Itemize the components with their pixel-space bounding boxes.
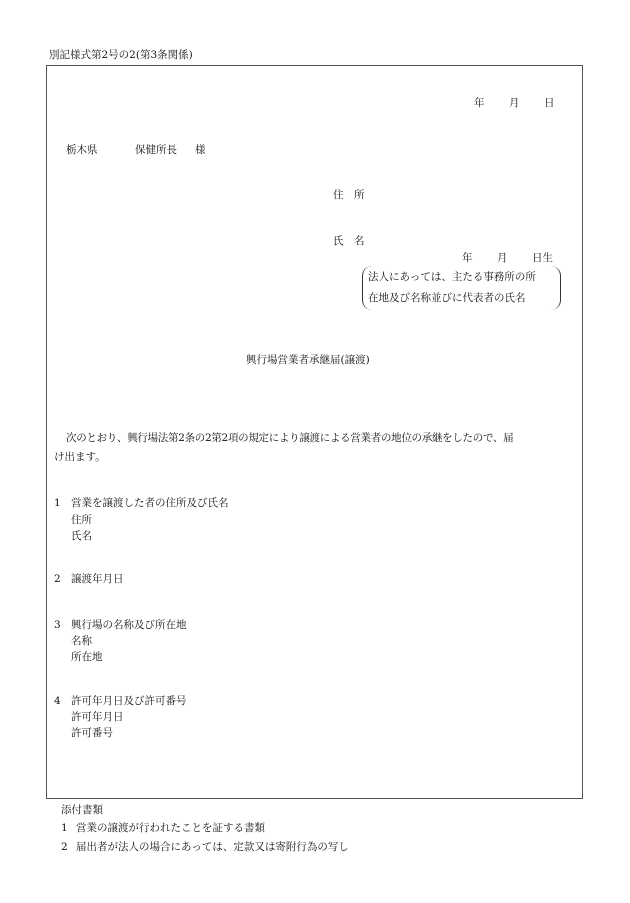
attachments-title: 添付書類 xyxy=(61,804,103,816)
item-3-number: 3 xyxy=(54,619,61,631)
item-3-sub-facility-name: 名称 xyxy=(71,635,92,647)
item-1-heading: 営業を譲渡した者の住所及び氏名 xyxy=(71,497,229,509)
name-label: 氏 名 xyxy=(333,235,365,247)
item-2-number: 2 xyxy=(54,573,61,585)
body-line1: 次のとおり、興行場法第2条の2第2項の規定により譲渡による営業者の地位の承継をしたので、届 xyxy=(66,432,514,444)
item-4-heading: 許可年月日及び許可番号 xyxy=(71,695,187,707)
date-year: 年 xyxy=(474,97,485,109)
item-3-heading: 興行場の名称及び所在地 xyxy=(71,619,187,631)
corporate-note-line2: 在地及び名称並びに代表者の氏名 xyxy=(368,292,526,304)
date-month: 月 xyxy=(509,97,520,109)
address-label: 住 所 xyxy=(333,189,365,201)
item-1-sub-name: 氏名 xyxy=(71,530,92,542)
item-2-heading: 譲渡年月日 xyxy=(71,573,124,585)
document-title: 興行場営業者承継届(譲渡) xyxy=(246,354,370,366)
item-1-sub-address: 住所 xyxy=(71,514,92,526)
attachment-1-text: 営業の譲渡が行われたことを証する書類 xyxy=(76,822,265,834)
body-line2: け出ます。 xyxy=(54,451,106,463)
birth-day: 日生 xyxy=(532,252,553,264)
attachment-2-text: 届出者が法人の場合にあっては、定款又は寄附行為の写し xyxy=(76,841,349,853)
birth-month: 月 xyxy=(497,252,508,264)
addressee-office: 保健所長 xyxy=(135,144,177,156)
date-day: 日 xyxy=(544,97,555,109)
corporate-note-line1: 法人にあっては、主たる事務所の所 xyxy=(368,271,536,283)
addressee-honorific: 様 xyxy=(195,144,206,156)
form-label: 別記様式第2号の2(第3条関係) xyxy=(49,49,193,61)
birth-year: 年 xyxy=(462,252,473,264)
addressee-prefecture: 栃木県 xyxy=(66,144,98,156)
item-4-number: 4 xyxy=(54,695,61,707)
item-4-sub-permit-date: 許可年月日 xyxy=(71,711,124,723)
attachment-1-number: 1 xyxy=(61,822,68,834)
item-1-number: 1 xyxy=(54,497,61,509)
attachment-2-number: 2 xyxy=(61,841,68,853)
item-4-sub-permit-number: 許可番号 xyxy=(71,727,113,739)
item-3-sub-location: 所在地 xyxy=(71,651,103,663)
